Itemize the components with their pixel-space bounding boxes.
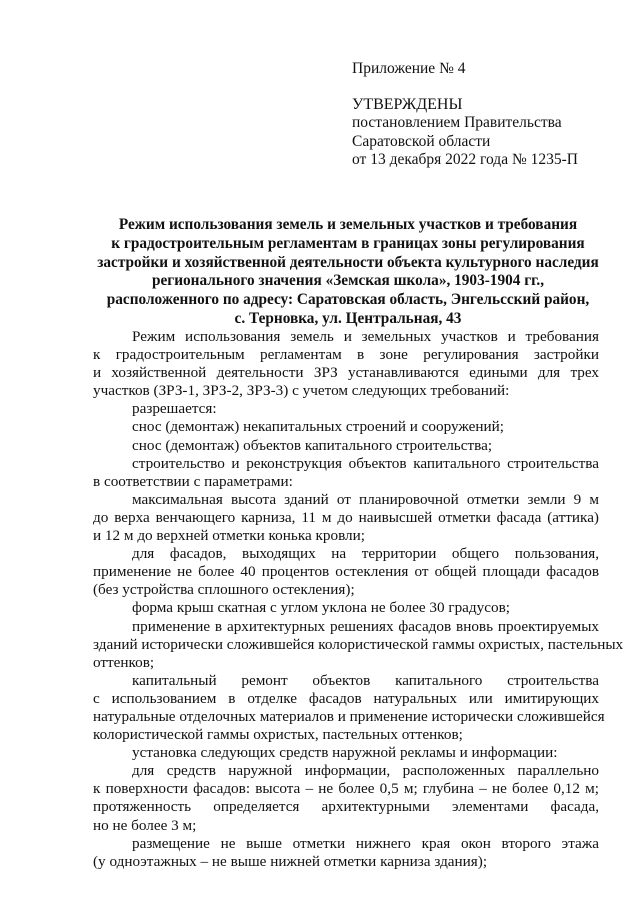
title-line: регионального значения «Земская школа», 1903-1904 гг., — [151, 272, 545, 290]
title-line: Режим использования земель и земельных участков и требования — [118, 216, 578, 233]
body-line: установка следующих средств наружной рекламы и информации: — [132, 744, 558, 762]
body-line: к градостроительным регламентам в зоне регулирования застройки — [93, 346, 599, 364]
body-line: максимальная высота зданий от планировочной отметки земли 9 м — [132, 490, 599, 508]
body-line: с использованием в отделке фасадов натуральных или имитирующих — [93, 689, 599, 707]
body-line: размещение не выше отметки нижнего края окон второго этажа — [132, 834, 599, 852]
body-line: (у одноэтажных – не выше нижней отметки карниза здания); — [93, 852, 488, 870]
body-line: протяженность определяется архитектурными элементами фасада, — [93, 798, 599, 816]
body-line: применение не более 40 процентов остекления от общей площади фасадов — [93, 563, 599, 581]
body-line: до верха венчающего карниза, 11 м до наивысшей отметки фасада (аттика) — [93, 508, 599, 526]
body-line: колористической гаммы охристых, пастельных оттенков; — [93, 726, 463, 744]
body-line: и 12 м до верхней отметки конька кровли; — [93, 527, 365, 545]
title-line: к градостроительным регламентам в границах зоны регулирования — [111, 234, 585, 252]
body-line: строительство и реконструкция объектов капитального строительства — [132, 454, 599, 472]
body-line: зданий исторически сложившейся колористической гаммы охристых, пастельных — [93, 635, 624, 653]
body-line: (без устройства сплошного остекления); — [93, 581, 355, 599]
body-line: но не более 3 м; — [93, 816, 197, 834]
document-body — [93, 328, 624, 871]
title-line: расположенного по адресу: Саратовская область, Энгельсский район, — [106, 291, 590, 309]
approval-line-3: от 13 декабря 2022 года № 1235-П — [352, 151, 578, 168]
approval-block — [352, 60, 622, 170]
title-line: с. Терновка, ул. Центральная, 43 — [234, 309, 462, 327]
title-line: застройки и хозяйственной деятельности объекта культурного наследия — [97, 253, 599, 271]
approval-line-2: Саратовской области — [352, 132, 491, 150]
body-line: форма крыш скатная с углом уклона не более 30 градусов; — [132, 599, 510, 617]
approved-heading: УТВЕРЖДЕНЫ — [352, 95, 463, 113]
body-line: для средств наружной информации, расположенных параллельно — [132, 762, 599, 780]
body-line: оттенков; — [93, 653, 155, 671]
body-line: в соответствии с параметрами: — [93, 472, 293, 490]
body-line: снос (демонтаж) некапитальных строений и сооружений; — [132, 418, 505, 436]
annex-number: Приложение № 4 — [352, 60, 466, 77]
body-line: для фасадов, выходящих на территории общего пользования, — [132, 545, 599, 563]
body-line: разрешается: — [132, 400, 217, 418]
body-line: и хозяйственной деятельности ЗРЗ устанавливаются едиными для трех — [93, 364, 599, 382]
approval-line-1: постановлением Правительства — [352, 114, 562, 131]
body-line: Режим использования земель и земельных участков и требования — [132, 328, 599, 345]
body-line: капитальный ремонт объектов капитального строительства — [132, 671, 599, 689]
body-line: снос (демонтаж) объектов капитального строительства; — [132, 436, 493, 454]
body-line: участков (ЗРЗ-1, ЗРЗ-2, ЗРЗ-3) с учетом следующих требований: — [93, 382, 510, 400]
body-line: к поверхности фасадов: высота – не более 0,5 м; глубина – не более 0,12 м; — [93, 780, 599, 798]
body-line: применение в архитектурных решениях фасадов вновь проектируемых — [132, 617, 599, 635]
body-line: натуральные отделочных материалов и применение исторически сложившейся — [93, 707, 605, 725]
document-title — [88, 216, 608, 329]
